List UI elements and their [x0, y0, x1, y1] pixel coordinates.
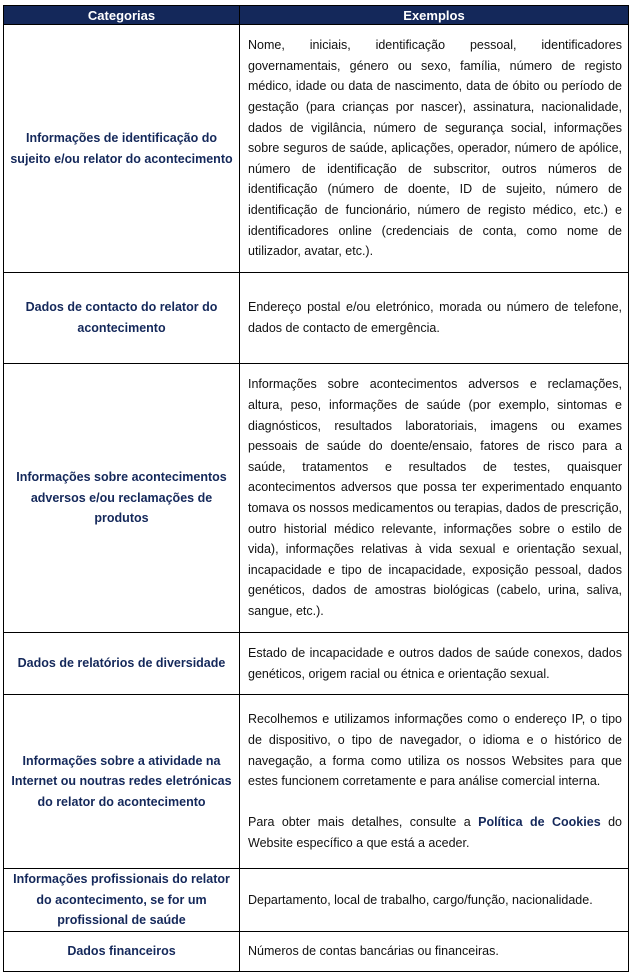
category-cell: Dados de relatórios de diversidade: [4, 633, 240, 695]
example-text: Recolhemos e utilizamos informações como o endereço IP, o tipo de dispositivo, o tipo de navegador, o idioma e o histórico de navegação, a forma como utiliza os nossos Websites para que estes funcionem corretamente e para análise comercial interna.: [248, 712, 622, 789]
paragraph-gap: [248, 792, 622, 813]
example-cell: [240, 695, 629, 869]
category-cell: Dados de contacto do relator do acontecimento: [4, 273, 240, 364]
category-cell: Informações sobre a atividade na Internet ou noutras redes eletrónicas do relator do acontecimento: [4, 695, 240, 869]
data-categories-table: [3, 5, 629, 972]
table-row: [4, 364, 629, 633]
example-cell: Nome, iniciais, identificação pessoal, identificadores governamentais, género ou sexo, família, número de registo médico, idade ou data de nascimento, data de óbito ou período de gestação (para crianças por nascer), assinatura, nacionalidade, dados de vigilância, número de segurança social, informações sobre seguros de saúde, aplicações, operador, número de apólice, número de identificação de subscritor, outros números de identificação (número de doente, ID de sujeito, número de identificação de funcionário, número de registo médico, etc.) e identificadores online (credenciais de conta, como nome de utilizador, avatar, etc.).: [240, 25, 629, 273]
example-cell: Departamento, local de trabalho, cargo/função, nacionalidade.: [240, 869, 629, 932]
example-cell: Números de contas bancárias ou financeiras.: [240, 931, 629, 971]
category-cell: Dados financeiros: [4, 931, 240, 971]
table-row: [4, 869, 629, 932]
example-cell: Informações sobre acontecimentos adversos e reclamações, altura, peso, informações de saúde (por exemplo, sintomas e diagnósticos, resultados laboratoriais, imagens ou exames pessoais de saúde do doente/ensaio, fatores de risco para a saúde, tratamentos e resultados de testes, quaisquer acontecimentos adversos que possa ter experimentado enquanto tomava os nossos medicamentos ou terapias, dados de prescrição, outro historial médico relevante, informações sobre o estilo de vida), informações relativas à vida sexual e orientação sexual, incapacidade e tipo de incapacidade, exposição pessoal, dados genéticos, dados de amostras biológicas (cabelo, urina, saliva, sangue, etc.).: [240, 364, 629, 633]
header-examples: Exemplos: [240, 6, 629, 25]
example-cell: Endereço postal e/ou eletrónico, morada ou número de telefone, dados de contacto de emergência.: [240, 273, 629, 364]
example-cell: Estado de incapacidade e outros dados de saúde conexos, dados genéticos, origem racial ou étnica e orientação sexual.: [240, 633, 629, 695]
table-row: [4, 695, 629, 869]
cookie-policy-link[interactable]: Política de Cookies: [478, 815, 601, 830]
category-cell: Informações de identificação do sujeito e/ou relator do acontecimento: [4, 25, 240, 273]
example-more-after: do Website específico a que está a aceder.: [248, 815, 622, 850]
table-row: [4, 931, 629, 971]
table-row: [4, 633, 629, 695]
table-header-row: [4, 6, 629, 25]
table-row: [4, 273, 629, 364]
example-more-before: Para obter mais detalhes, consulte a: [248, 815, 479, 830]
header-categories: Categorias: [4, 6, 240, 25]
table-row: [4, 25, 629, 273]
example-text-more: [248, 812, 622, 853]
category-cell: Informações sobre acontecimentos adversos e/ou reclamações de produtos: [4, 364, 240, 633]
category-cell: Informações profissionais do relator do acontecimento, se for um profissional de saúde: [4, 869, 240, 932]
